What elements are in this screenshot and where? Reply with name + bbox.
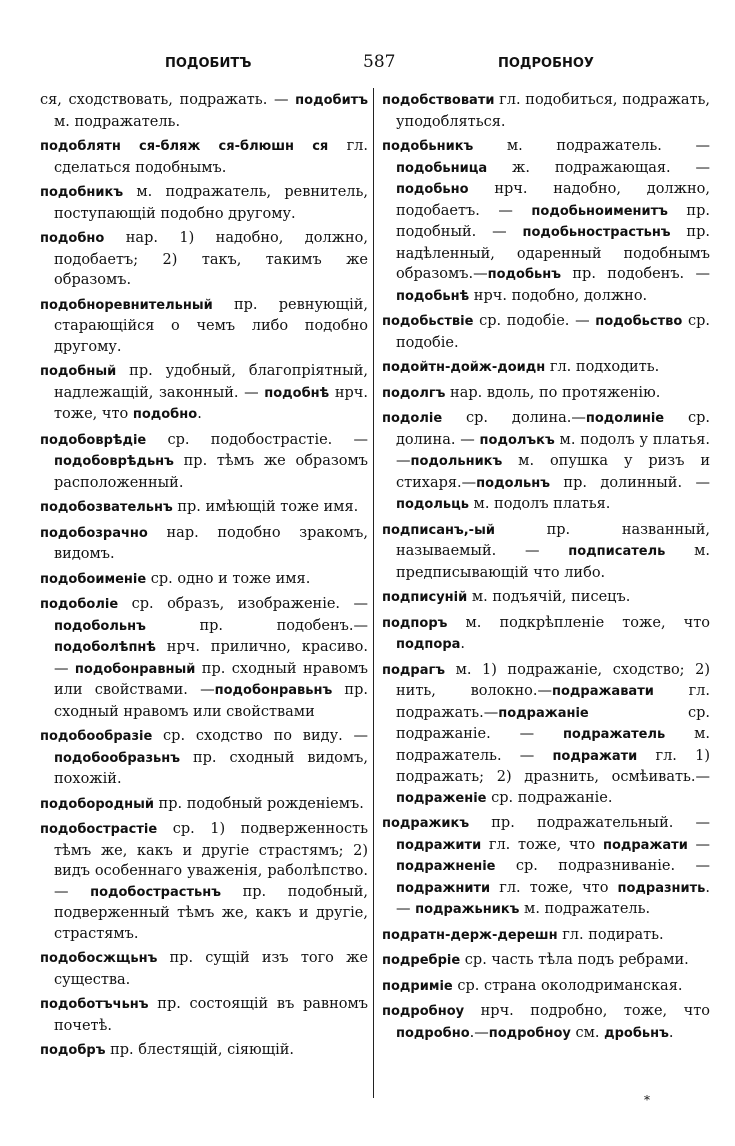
headword: подрагъ xyxy=(382,662,446,678)
running-head-right: ПОДРОБНОУ xyxy=(498,56,594,71)
headword: подобьнѣ xyxy=(396,288,470,304)
headword: подобозрачно xyxy=(40,525,148,541)
definition-text: пр. подобенъ.— xyxy=(145,617,368,634)
definition-text: нрч. подробно, тоже, что xyxy=(464,1003,710,1019)
definition-text: пр. подобный, подверженный тѣмъ же, какъ и другіе, страстямъ. xyxy=(54,883,368,942)
headword: подойтн-дойж-доидн xyxy=(382,360,546,375)
definition-text: . xyxy=(668,1024,674,1041)
definition-text: . xyxy=(460,636,466,652)
headword: подратн-держ-дерешн xyxy=(382,927,558,943)
definition-text: ср. подражаніе. xyxy=(486,789,613,806)
dictionary-entry xyxy=(382,950,710,972)
headword: подписатель xyxy=(568,544,666,559)
dictionary-entry xyxy=(382,383,710,405)
headword: подобоврѣдіе xyxy=(40,432,147,448)
headword: подобитъ xyxy=(295,93,368,108)
definition-text: м. подолъ у платья.— xyxy=(396,431,711,469)
definition-text: пр. имѣющій тоже имя. xyxy=(172,499,359,515)
definition-text: пр. подражательный. — xyxy=(469,815,710,831)
headword: подражатель xyxy=(562,727,666,742)
dictionary-entry xyxy=(40,819,368,944)
definition-text: гл. подирать. xyxy=(557,926,664,943)
definition-text: ся, сходствовать, подражать. — xyxy=(40,92,296,108)
definition-text: м. подражатель. xyxy=(519,901,651,917)
dictionary-entry xyxy=(40,948,368,990)
definition-text: гл. подходить. xyxy=(545,359,660,375)
definition-text: пр. удобный, благопріятный, надлежащій, законный. — xyxy=(54,363,368,401)
definition-text: пр. подобный рожденіемъ. xyxy=(153,795,364,812)
headword: подраженіе xyxy=(396,790,487,806)
left-column xyxy=(40,90,368,1066)
definition-text: м. подолъ платья. xyxy=(468,496,611,512)
headword: подобный xyxy=(40,364,117,379)
definition-text: пр. тѣмъ же образомъ расположенный. xyxy=(54,453,368,491)
definition-text: м. подражатель. — xyxy=(473,138,710,154)
headword: подобнѣ xyxy=(264,385,330,401)
definition-text: гл. сделаться подобнымъ. xyxy=(54,138,368,176)
headword: подписуній xyxy=(382,590,468,605)
definition-text: ср. сходство по виду. — xyxy=(152,728,368,744)
page-header xyxy=(40,50,708,78)
headword: подражненіе xyxy=(396,859,496,874)
dictionary-entry xyxy=(382,90,710,132)
dictionary-entry xyxy=(40,594,368,722)
dictionary-entry xyxy=(40,228,368,291)
headword: подобоименіе xyxy=(40,571,147,587)
definition-text: пр. сходный нравомъ или свойствами xyxy=(54,682,368,720)
dictionary-entry xyxy=(40,794,368,816)
headword: подобозвательнъ xyxy=(40,500,173,515)
signature-mark: * xyxy=(644,1093,650,1107)
right-column xyxy=(382,90,710,1048)
headword: подобствовати xyxy=(382,93,495,108)
dictionary-entry xyxy=(382,587,710,609)
headword: подобно xyxy=(40,231,105,246)
headword: подобоврѣдьнъ xyxy=(54,454,174,469)
headword: подражнити xyxy=(396,880,491,896)
definition-text: пр. сущій изъ того же существа. xyxy=(54,950,368,988)
dictionary-entry xyxy=(382,613,710,656)
headword: подолъкъ xyxy=(479,432,555,448)
definition-text: пр. блестящій, сіяющій. xyxy=(105,1042,295,1058)
headword: подриміе xyxy=(382,978,453,994)
headword: подражикъ xyxy=(382,816,470,831)
dictionary-entry xyxy=(40,726,368,790)
definition-text: .— xyxy=(469,1024,489,1041)
dictionary-entry xyxy=(382,813,710,921)
running-head-left: ПОДОБИТЪ xyxy=(165,56,252,71)
definition-text: пр. состоящій въ равномъ почетѣ. xyxy=(54,996,368,1034)
dictionary-entry xyxy=(382,311,710,353)
definition-text: нрч. тоже, что xyxy=(54,384,368,422)
definition-text: ср. подобіе. — xyxy=(473,313,596,329)
dictionary-entry xyxy=(40,497,368,519)
headword: подобьноименитъ xyxy=(531,203,668,219)
headword: подольнъ xyxy=(476,475,551,491)
headword: подолиніе xyxy=(585,411,665,426)
definition-text: пр. ревнующій, старающійся о чемъ либо подобно другому. xyxy=(54,296,368,355)
headword: подобникъ xyxy=(40,185,124,200)
dictionary-entry xyxy=(40,295,368,358)
headword: подпора xyxy=(396,637,461,652)
definition-text: ср. одно и тоже имя. xyxy=(146,570,311,587)
dictionary-entry xyxy=(382,1001,710,1044)
headword: подробноу xyxy=(488,1025,571,1041)
headword: подоболѣпнѣ xyxy=(54,640,156,655)
definition-text: гл. 1) подражать; 2) дразнить, осмѣивать.— xyxy=(396,747,710,785)
definition-text: . xyxy=(197,406,202,422)
definition-text: гл. подражать.— xyxy=(396,683,710,721)
headword: подребріе xyxy=(382,953,461,968)
definition-text: ж. подражающая. — xyxy=(487,159,710,176)
headword: подробноу xyxy=(382,1004,465,1019)
definition-text: м. подъячій, писецъ. xyxy=(467,589,631,605)
definition-text: пр. надѣленный, одаренный подобнымъ образомъ.— xyxy=(396,224,710,282)
definition-text: ср. подобіе. xyxy=(396,313,710,351)
column-divider xyxy=(373,88,374,1098)
headword: подобьствіе xyxy=(382,314,474,329)
dictionary-entry xyxy=(382,925,710,947)
headword: подписанъ,-ый xyxy=(382,522,495,538)
definition-text: м. предписывающій что либо. xyxy=(396,543,710,581)
definition-text: . — xyxy=(396,879,710,917)
definition-text: гл. подобиться, подражать, уподобляться. xyxy=(396,92,710,130)
definition-text: ср. подражаніе. — xyxy=(396,704,710,742)
dictionary-entry xyxy=(382,408,710,516)
headword: подобосжщьнъ xyxy=(40,951,158,966)
definition-text: нар. подобно зракомъ, видомъ. xyxy=(54,524,368,562)
page-number: 587 xyxy=(363,52,396,72)
headword: подробно xyxy=(396,1025,470,1041)
headword: подражьникъ xyxy=(415,902,520,917)
dictionary-entry xyxy=(40,361,368,426)
definition-text: м. подражатель, ревнитель, поступающій подобно другому. xyxy=(54,184,368,222)
headword: подобострастьнъ xyxy=(90,884,221,900)
definition-text: нрч. надобно, должно, подобаетъ. — xyxy=(396,181,710,219)
definition-text: гл. тоже, что xyxy=(481,836,603,853)
headword: подобольнъ xyxy=(54,618,146,634)
dictionary-entry xyxy=(40,523,368,565)
definition-text: ср. подразниваніе. — xyxy=(495,858,710,874)
headword: подобьство xyxy=(595,314,683,329)
definition-text: ср. подобострастіе. — xyxy=(146,431,368,448)
dictionary-entry xyxy=(40,1040,368,1062)
definition-text: см. xyxy=(570,1024,605,1041)
definition-text: ср. часть тѣла подъ ребрами. xyxy=(460,952,689,968)
headword: подобръ xyxy=(40,1043,106,1058)
headword: подобострастіе xyxy=(40,822,158,837)
headword: подобьница xyxy=(396,160,488,176)
headword: подобообразіе xyxy=(40,729,153,744)
headword: подоблятн ся-бляж ся-блюшн ся xyxy=(40,139,329,154)
headword: подражити xyxy=(396,837,482,853)
definition-text: нрч. подобно, должно. xyxy=(469,287,648,304)
headword: подобьникъ xyxy=(382,139,474,154)
headword: подобонравный xyxy=(74,661,196,677)
headword: подражати xyxy=(552,748,638,764)
definition-text: пр. подобный. — xyxy=(396,202,710,240)
headword: дробьнъ xyxy=(604,1025,669,1041)
definition-text: м. опушка у ризъ и стихаря.— xyxy=(396,453,710,491)
definition-text: пр. сходный нравомъ или свойствами. — xyxy=(54,660,368,698)
headword: подражаніе xyxy=(498,705,589,721)
definition-text: нрч. прилично, красиво. — xyxy=(54,639,368,677)
dictionary-entry xyxy=(382,660,710,810)
headword: подолгъ xyxy=(382,385,446,401)
definition-text: м. подкрѣпленіе тоже, что xyxy=(447,614,710,631)
headword: подразнить xyxy=(617,880,706,896)
definition-text: ср. долина.— xyxy=(442,410,586,426)
definition-text: м. подражатель. — xyxy=(396,726,710,764)
definition-text: пр. долинный. — xyxy=(550,474,710,491)
definition-text: ср. образъ, изображеніе. — xyxy=(118,596,368,612)
dictionary-entry xyxy=(40,90,368,132)
headword: подпоръ xyxy=(382,615,448,631)
headword: подражавати xyxy=(552,684,654,699)
dictionary-entry xyxy=(40,136,368,178)
headword: подобно xyxy=(132,407,198,422)
headword: подобородный xyxy=(40,796,154,812)
headword: подоболіе xyxy=(40,597,119,612)
dictionary-entry xyxy=(40,430,368,494)
definition-text: ср. страна околодриманская. xyxy=(452,977,683,994)
headword: подоботъчьнъ xyxy=(40,997,149,1012)
headword: подобноревнительный xyxy=(40,297,213,313)
definition-text: м. 1) подражаніе, сходство; 2) нить, волокно.— xyxy=(396,661,710,699)
headword: подольникъ xyxy=(410,454,503,469)
dictionary-entry xyxy=(40,994,368,1036)
definition-text: ср. долина. — xyxy=(396,410,711,448)
headword: подобьнъ xyxy=(487,267,562,282)
definition-text: пр. сходный видомъ, похожій. xyxy=(54,749,368,787)
definition-text: пр. подобенъ. — xyxy=(561,266,710,282)
headword: подобонравьнъ xyxy=(214,683,333,698)
dictionary-entry xyxy=(40,569,368,591)
headword: подобьно xyxy=(396,182,469,197)
dictionary-entry xyxy=(40,182,368,224)
dictionary-entry xyxy=(382,976,710,998)
dictionary-entry xyxy=(382,357,710,379)
headword: подобообразьнъ xyxy=(54,750,180,766)
headword: подоліе xyxy=(382,411,443,426)
definition-text: нар. вдоль, по протяженію. xyxy=(445,384,661,401)
headword: подражати xyxy=(602,837,688,853)
headword: подобьнострастьнъ xyxy=(522,225,671,240)
dictionary-entry xyxy=(382,136,710,307)
definition-text: пр. названный, называемый. — xyxy=(396,521,710,559)
headword: подольць xyxy=(396,497,469,512)
definition-text: м. подражатель. xyxy=(54,113,181,130)
definition-text: гл. тоже, что xyxy=(490,879,618,896)
definition-text: нар. 1) надобно, должно, подобаетъ; 2) такъ, такимъ же образомъ. xyxy=(54,230,368,288)
definition-text: — xyxy=(687,836,710,853)
definition-text: ср. 1) подверженность тѣмъ же, какъ и другіе страстямъ; 2) видъ особеннаго уваженія, раболѣпство. — xyxy=(54,821,368,900)
dictionary-entry xyxy=(382,520,710,584)
